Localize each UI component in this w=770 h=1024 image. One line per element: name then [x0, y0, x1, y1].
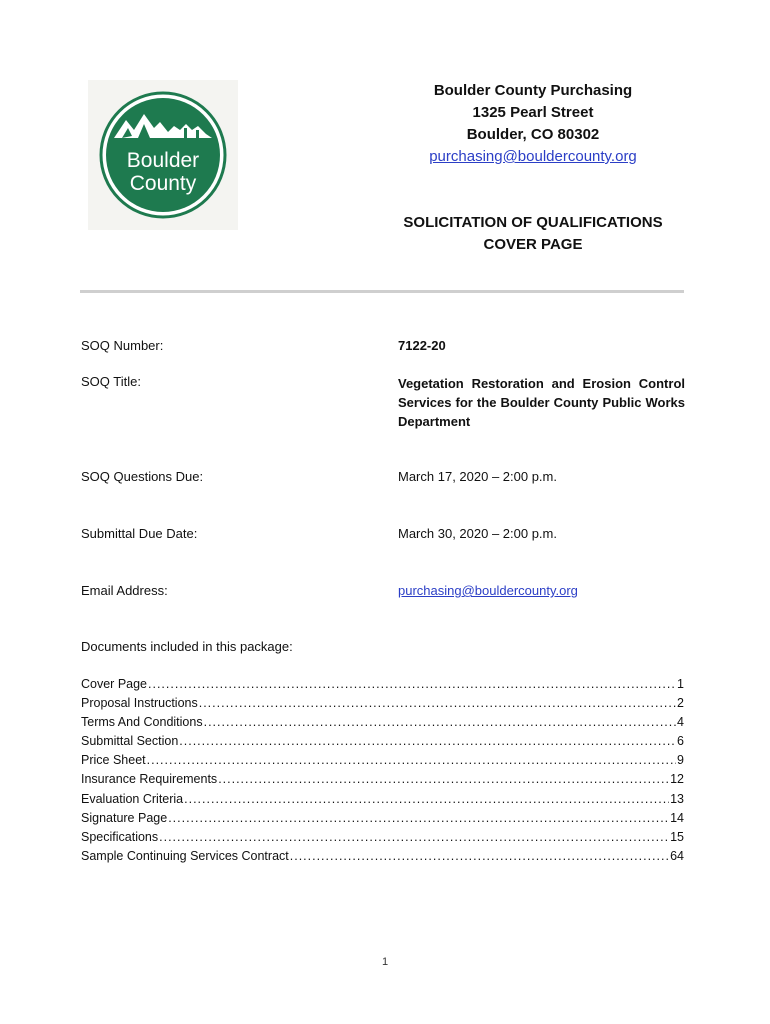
header-email-link[interactable]: purchasing@bouldercounty.org: [429, 148, 637, 165]
toc-row[interactable]: [81, 792, 684, 811]
submittal-due-value: March 30, 2020 – 2:00 p.m.: [398, 526, 557, 541]
toc-leader: [147, 753, 676, 767]
toc-title: Sample Continuing Services Contract: [81, 848, 289, 863]
toc-title: Specifications: [81, 829, 159, 844]
org-name: Boulder County Purchasing: [433, 82, 633, 99]
toc-page: 4: [677, 715, 684, 730]
document-title: [395, 212, 671, 256]
questions-due-label: SOQ Questions Due:: [81, 469, 204, 484]
toc-title: Evaluation Criteria: [81, 791, 184, 806]
soq-number-value: 7122-20: [398, 338, 446, 353]
toc-title: Price Sheet: [81, 753, 146, 768]
toc-leader: [179, 734, 676, 748]
toc-title: Submittal Section: [81, 734, 179, 749]
toc-leader: [148, 677, 676, 691]
toc-leader: [218, 772, 669, 786]
questions-due-value: March 17, 2020 – 2:00 p.m.: [398, 469, 557, 484]
soq-title-value: Vegetation Restoration and Erosion Control Services for the Boulder County Public Works Department: [398, 376, 685, 429]
toc-leader: [184, 792, 669, 806]
toc-leader: [204, 715, 676, 729]
toc-leader: [168, 811, 669, 825]
logo-seal-icon: [88, 80, 238, 230]
page-number: 1: [381, 956, 389, 968]
logo-text-line1: Boulder: [126, 149, 200, 172]
toc-page: 14: [670, 810, 684, 825]
documents-included-label: Documents included in this package:: [81, 639, 293, 654]
logo-text-line2: County: [129, 172, 197, 195]
toc-page: 2: [677, 696, 684, 711]
horizontal-divider: [80, 290, 684, 293]
toc-title: Signature Page: [81, 810, 168, 825]
toc-row[interactable]: [81, 715, 684, 734]
toc-row[interactable]: [81, 830, 684, 849]
toc-page: 15: [670, 829, 684, 844]
submittal-due-label: Submittal Due Date:: [81, 526, 198, 541]
toc-row[interactable]: [81, 772, 684, 791]
toc-page: 9: [677, 753, 684, 768]
toc-leader: [290, 849, 669, 863]
toc-title: Proposal Instructions: [81, 696, 198, 711]
email-address-link[interactable]: purchasing@bouldercounty.org: [398, 583, 578, 598]
toc-title: Insurance Requirements: [81, 772, 218, 787]
toc-row[interactable]: [81, 753, 684, 772]
street-address: 1325 Pearl Street: [472, 104, 594, 121]
toc-title: Cover Page: [81, 677, 148, 691]
title-line1: SOLICITATION OF QUALIFICATIONS: [403, 214, 663, 231]
toc-leader: [199, 696, 676, 710]
toc-page: 1: [677, 677, 684, 691]
boulder-county-logo: [88, 80, 238, 230]
toc-row[interactable]: [81, 811, 684, 830]
toc-row[interactable]: [81, 734, 684, 753]
toc-page: 13: [670, 791, 684, 806]
toc-page: 12: [670, 772, 684, 787]
address-block: [395, 80, 671, 168]
toc-row[interactable]: [81, 696, 684, 715]
toc-leader: [159, 830, 669, 844]
soq-number-label: SOQ Number:: [81, 338, 164, 353]
title-line2: COVER PAGE: [483, 236, 583, 253]
city-state-zip: Boulder, CO 80302: [466, 126, 600, 143]
table-of-contents: [81, 677, 684, 868]
soq-title-label: SOQ Title:: [81, 374, 141, 389]
email-address-label: Email Address:: [81, 583, 168, 598]
toc-row[interactable]: [81, 677, 684, 696]
toc-page: 64: [670, 848, 684, 863]
toc-page: 6: [677, 734, 684, 749]
toc-row[interactable]: [81, 849, 684, 868]
toc-title: Terms And Conditions: [81, 715, 203, 730]
